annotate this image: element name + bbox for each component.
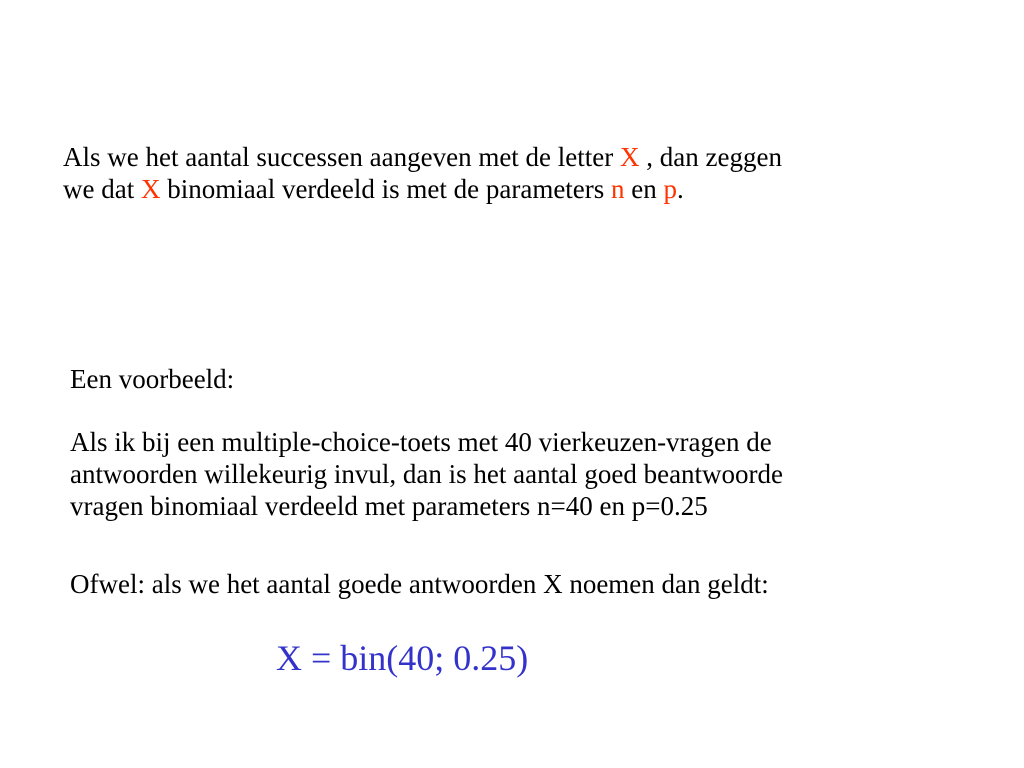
intro-text: Als we het aantal successen aangeven met de letter — [63, 142, 621, 172]
example-line: antwoorden willekeurig invul, dan is het aantal goed beantwoorde — [70, 459, 784, 489]
intro-text: en — [624, 174, 664, 204]
binomial-formula: X = bin(40; 0.25) — [276, 638, 529, 678]
intro-text: binomiaal verdeeld is met de parameters — [160, 174, 612, 204]
ofwel-sentence: Ofwel: als we het aantal goede antwoorden X noemen dan geldt: — [70, 569, 769, 599]
intro-line-2 — [63, 173, 782, 205]
variable-x: X — [140, 174, 161, 204]
intro-text: , dan zeggen — [639, 142, 782, 172]
example-line: vragen binomiaal verdeeld met parameters n=40 en p=0.25 — [70, 491, 708, 521]
intro-text: we dat — [63, 174, 141, 204]
example-heading: Een voorbeeld: — [70, 364, 235, 394]
intro-text: . — [677, 174, 684, 204]
variable-x: X — [620, 142, 640, 172]
intro-paragraph — [63, 141, 782, 205]
intro-line-1 — [63, 141, 782, 173]
example-body — [70, 426, 783, 522]
parameter-p: p — [663, 174, 678, 204]
parameter-n: n — [611, 174, 625, 204]
example-line: Als ik bij een multiple-choice-toets met 40 vierkeuzen-vragen de — [70, 427, 772, 457]
